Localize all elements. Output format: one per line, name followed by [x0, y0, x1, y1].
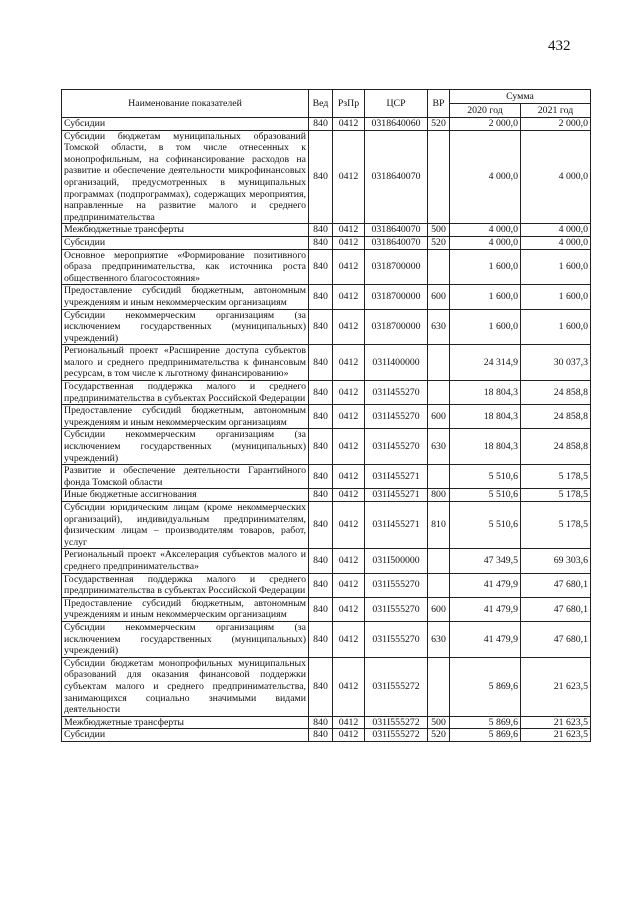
- cell-ved: 840: [309, 130, 333, 224]
- cell-vr: 520: [428, 236, 450, 249]
- cell-csr: 031I500000: [365, 549, 428, 573]
- cell-ved: 840: [309, 285, 333, 309]
- cell-name: Региональный проект «Акселерация субъектов малого и среднего предпринимательства»: [62, 549, 309, 573]
- cell-rzpr: 0412: [333, 236, 365, 249]
- cell-csr: 031I455271: [365, 502, 428, 549]
- cell-name: Субсидии некоммерческим организациям (за исключением государственных (муниципальных) учреждений): [62, 429, 309, 465]
- cell-ved: 840: [309, 345, 333, 381]
- cell-ved: 840: [309, 465, 333, 489]
- cell-sum-2021: 5 178,5: [521, 489, 591, 502]
- cell-sum-2021: 2 000,0: [521, 118, 591, 131]
- cell-csr: 031I555272: [365, 716, 428, 729]
- cell-sum-2021: 5 178,5: [521, 502, 591, 549]
- cell-sum-2021: 24 858,8: [521, 405, 591, 429]
- cell-vr: 630: [428, 429, 450, 465]
- cell-ved: 840: [309, 381, 333, 405]
- cell-csr: 031I555270: [365, 597, 428, 621]
- cell-ved: 840: [309, 621, 333, 657]
- cell-sum-2020: 47 349,5: [450, 549, 521, 573]
- cell-name: Субсидии некоммерческим организациям (за исключением государственных (муниципальных) учреждений): [62, 309, 309, 345]
- table-row: [62, 621, 591, 657]
- cell-vr: [428, 249, 450, 285]
- cell-csr: 0318700000: [365, 285, 428, 309]
- cell-ved: 840: [309, 224, 333, 237]
- cell-vr: 520: [428, 729, 450, 742]
- cell-sum-2020: 41 479,9: [450, 573, 521, 597]
- cell-sum-2020: 4 000,0: [450, 236, 521, 249]
- cell-vr: 800: [428, 489, 450, 502]
- cell-vr: [428, 549, 450, 573]
- cell-name: Межбюджетные трансферты: [62, 716, 309, 729]
- cell-vr: 630: [428, 309, 450, 345]
- cell-name: Субсидии: [62, 729, 309, 742]
- cell-sum-2021: 69 303,6: [521, 549, 591, 573]
- table-row: [62, 130, 591, 224]
- header-year-2021: 2021 год: [521, 104, 591, 118]
- table-row: [62, 224, 591, 237]
- table-row: [62, 429, 591, 465]
- cell-sum-2020: 1 600,0: [450, 285, 521, 309]
- cell-name: Развитие и обеспечение деятельности Гарантийного фонда Томской области: [62, 465, 309, 489]
- cell-name: Субсидии бюджетам монопрофильных муниципальных образований для оказания финансовой поддержки субъектам малого и среднего предпринимательства, занимающихся социально значимыми видами деятельности: [62, 657, 309, 716]
- cell-ved: 840: [309, 597, 333, 621]
- cell-vr: 500: [428, 716, 450, 729]
- cell-csr: 0318640070: [365, 130, 428, 224]
- cell-vr: 810: [428, 502, 450, 549]
- cell-name: Межбюджетные трансферты: [62, 224, 309, 237]
- cell-rzpr: 0412: [333, 549, 365, 573]
- cell-name: Предоставление субсидий бюджетным, автономным учреждениям и иным некоммерческим организациям: [62, 597, 309, 621]
- cell-sum-2020: 5 869,6: [450, 657, 521, 716]
- cell-ved: 840: [309, 729, 333, 742]
- cell-csr: 031I400000: [365, 345, 428, 381]
- cell-rzpr: 0412: [333, 309, 365, 345]
- cell-rzpr: 0412: [333, 502, 365, 549]
- cell-sum-2021: 21 623,5: [521, 716, 591, 729]
- cell-csr: 0318640070: [365, 236, 428, 249]
- cell-name: Иные бюджетные ассигнования: [62, 489, 309, 502]
- cell-rzpr: 0412: [333, 405, 365, 429]
- cell-name: Субсидии: [62, 118, 309, 131]
- cell-sum-2021: 1 600,0: [521, 285, 591, 309]
- cell-name: Государственная поддержка малого и среднего предпринимательства в субъектах Российской Федерации: [62, 381, 309, 405]
- header-ved: Вед: [309, 90, 333, 118]
- cell-rzpr: 0412: [333, 597, 365, 621]
- cell-rzpr: 0412: [333, 465, 365, 489]
- cell-rzpr: 0412: [333, 130, 365, 224]
- header-vr: ВР: [428, 90, 450, 118]
- cell-vr: [428, 381, 450, 405]
- cell-ved: 840: [309, 573, 333, 597]
- cell-sum-2020: 1 600,0: [450, 249, 521, 285]
- cell-name: Предоставление субсидий бюджетным, автономным учреждениям и иным некоммерческим организациям: [62, 405, 309, 429]
- cell-csr: 031I455270: [365, 429, 428, 465]
- cell-ved: 840: [309, 429, 333, 465]
- cell-sum-2021: 47 680,1: [521, 573, 591, 597]
- budget-table: [61, 89, 591, 742]
- table-row: [62, 729, 591, 742]
- cell-vr: [428, 573, 450, 597]
- table-row: [62, 236, 591, 249]
- cell-csr: 0318640060: [365, 118, 428, 131]
- cell-csr: 0318700000: [365, 249, 428, 285]
- header-csr: ЦСР: [365, 90, 428, 118]
- table-row: [62, 597, 591, 621]
- cell-sum-2020: 5 869,6: [450, 716, 521, 729]
- cell-name: Основное мероприятие «Формирование позитивного образа предпринимательства, как источника роста общественного благосостояния»: [62, 249, 309, 285]
- table-row: [62, 345, 591, 381]
- cell-sum-2020: 4 000,0: [450, 224, 521, 237]
- cell-ved: 840: [309, 489, 333, 502]
- table-row: [62, 489, 591, 502]
- cell-name: Субсидии: [62, 236, 309, 249]
- cell-ved: 840: [309, 502, 333, 549]
- cell-ved: 840: [309, 309, 333, 345]
- cell-csr: 031I555272: [365, 729, 428, 742]
- cell-rzpr: 0412: [333, 118, 365, 131]
- cell-csr: 031I455271: [365, 489, 428, 502]
- cell-sum-2021: 21 623,5: [521, 657, 591, 716]
- table-header-row: [62, 90, 591, 104]
- header-sum: Сумма: [450, 90, 591, 104]
- cell-vr: 600: [428, 285, 450, 309]
- cell-ved: 840: [309, 549, 333, 573]
- cell-sum-2020: 2 000,0: [450, 118, 521, 131]
- cell-csr: 031I555270: [365, 621, 428, 657]
- cell-sum-2021: 21 623,5: [521, 729, 591, 742]
- table-row: [62, 285, 591, 309]
- cell-ved: 840: [309, 249, 333, 285]
- cell-ved: 840: [309, 118, 333, 131]
- cell-sum-2020: 41 479,9: [450, 621, 521, 657]
- table-row: [62, 249, 591, 285]
- table-row: [62, 465, 591, 489]
- table-row: [62, 573, 591, 597]
- cell-rzpr: 0412: [333, 345, 365, 381]
- cell-vr: 600: [428, 405, 450, 429]
- header-rzpr: РзПр: [333, 90, 365, 118]
- table-body: [62, 118, 591, 742]
- cell-rzpr: 0412: [333, 716, 365, 729]
- cell-rzpr: 0412: [333, 429, 365, 465]
- cell-name: Предоставление субсидий бюджетным, автономным учреждениям и иным некоммерческим организациям: [62, 285, 309, 309]
- cell-ved: 840: [309, 657, 333, 716]
- cell-vr: 630: [428, 621, 450, 657]
- cell-vr: [428, 657, 450, 716]
- cell-sum-2021: 1 600,0: [521, 249, 591, 285]
- cell-rzpr: 0412: [333, 285, 365, 309]
- cell-csr: 031I555270: [365, 573, 428, 597]
- table-row: [62, 381, 591, 405]
- cell-name: Субсидии юридическим лицам (кроме некоммерческих организаций), индивидуальным предпринимателям, физическим лицам – производителям товаров, работ, услуг: [62, 502, 309, 549]
- cell-csr: 031I555272: [365, 657, 428, 716]
- cell-sum-2020: 18 804,3: [450, 381, 521, 405]
- cell-name: Субсидии некоммерческим организациям (за исключением государственных (муниципальных) учреждений): [62, 621, 309, 657]
- cell-name: Региональный проект «Расширение доступа субъектов малого и среднего предпринимательства к финансовым ресурсам, в том числе к льготному финансированию»: [62, 345, 309, 381]
- cell-vr: [428, 130, 450, 224]
- cell-sum-2021: 4 000,0: [521, 130, 591, 224]
- cell-rzpr: 0412: [333, 729, 365, 742]
- table-row: [62, 549, 591, 573]
- cell-rzpr: 0412: [333, 224, 365, 237]
- cell-ved: 840: [309, 236, 333, 249]
- cell-rzpr: 0412: [333, 249, 365, 285]
- cell-rzpr: 0412: [333, 621, 365, 657]
- cell-rzpr: 0412: [333, 489, 365, 502]
- header-name: Наименование показателей: [62, 90, 309, 118]
- table-row: [62, 309, 591, 345]
- cell-sum-2020: 18 804,3: [450, 405, 521, 429]
- cell-sum-2021: 24 858,8: [521, 429, 591, 465]
- cell-sum-2020: 24 314,9: [450, 345, 521, 381]
- cell-vr: 500: [428, 224, 450, 237]
- cell-sum-2021: 47 680,1: [521, 621, 591, 657]
- cell-csr: 031I455270: [365, 381, 428, 405]
- cell-sum-2021: 30 037,3: [521, 345, 591, 381]
- table-row: [62, 716, 591, 729]
- cell-vr: 600: [428, 597, 450, 621]
- cell-csr: 0318700000: [365, 309, 428, 345]
- cell-sum-2020: 1 600,0: [450, 309, 521, 345]
- cell-vr: [428, 345, 450, 381]
- cell-rzpr: 0412: [333, 381, 365, 405]
- cell-sum-2020: 41 479,9: [450, 597, 521, 621]
- cell-sum-2021: 5 178,5: [521, 465, 591, 489]
- page-number: 432: [548, 38, 571, 54]
- cell-sum-2020: 5 510,6: [450, 489, 521, 502]
- table-row: [62, 405, 591, 429]
- table-row: [62, 502, 591, 549]
- cell-sum-2020: 18 804,3: [450, 429, 521, 465]
- cell-name: Государственная поддержка малого и среднего предпринимательства в субъектах Российской Федерации: [62, 573, 309, 597]
- cell-sum-2021: 4 000,0: [521, 236, 591, 249]
- cell-sum-2021: 1 600,0: [521, 309, 591, 345]
- cell-name: Субсидии бюджетам муниципальных образований Томской области, в том числе отнесенных к монопрофильным, на софинансирование расходов на развитие и обеспечение деятельности микрофинансовых организаций, предусмотренных в муниципальных программах (подпрограммах), содержащих мероприятия, направленные на развитие малого и среднего предпринимательства: [62, 130, 309, 224]
- cell-rzpr: 0412: [333, 573, 365, 597]
- cell-sum-2020: 5 510,6: [450, 502, 521, 549]
- cell-sum-2021: 47 680,1: [521, 597, 591, 621]
- cell-ved: 840: [309, 405, 333, 429]
- cell-vr: [428, 465, 450, 489]
- cell-sum-2021: 24 858,8: [521, 381, 591, 405]
- cell-csr: 031I455270: [365, 405, 428, 429]
- cell-sum-2021: 4 000,0: [521, 224, 591, 237]
- cell-csr: 0318640070: [365, 224, 428, 237]
- cell-vr: 520: [428, 118, 450, 131]
- cell-csr: 031I455271: [365, 465, 428, 489]
- cell-sum-2020: 5 869,6: [450, 729, 521, 742]
- cell-sum-2020: 5 510,6: [450, 465, 521, 489]
- cell-ved: 840: [309, 716, 333, 729]
- header-year-2020: 2020 год: [450, 104, 521, 118]
- table-row: [62, 657, 591, 716]
- table-row: [62, 118, 591, 131]
- cell-rzpr: 0412: [333, 657, 365, 716]
- cell-sum-2020: 4 000,0: [450, 130, 521, 224]
